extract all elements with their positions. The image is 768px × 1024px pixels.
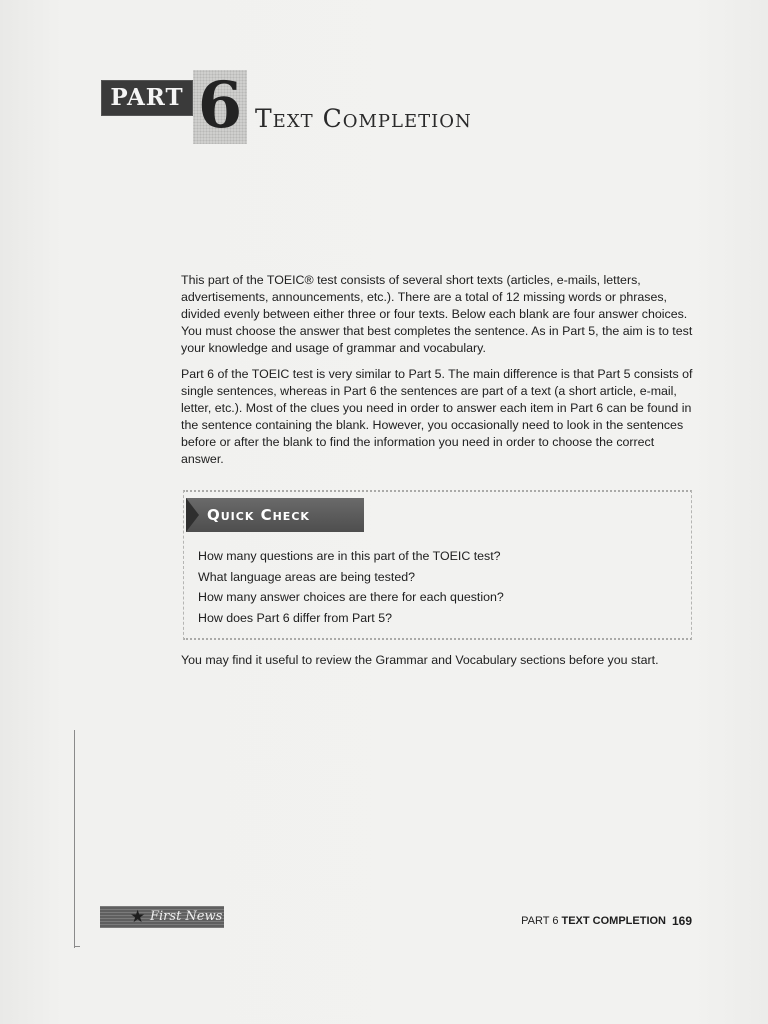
footer-section-title: TEXT COMPLETION — [561, 915, 666, 927]
quick-check-question: How many answer choices are there for each question? — [198, 590, 504, 604]
first-news-logo — [100, 906, 224, 928]
quick-check-question: How does Part 6 differ from Part 5? — [198, 610, 392, 625]
review-note: You may find it useful to review the Grammar and Vocabulary sections before you start. — [181, 653, 659, 667]
quick-check-arrow-icon — [186, 498, 199, 532]
intro-paragraph: This part of the TOEIC® test consists of several short texts (articles, e-mails, letters, advertisements, announcements, etc.). There are a total of 12 missing words or phrases, divided evenly between either three or four texts. Below each blank are four answer choices. You must choose the answer that best completes the sentence. As in Part 5, the aim is to test your knowledge and usage of grammar and vocabulary. — [181, 273, 693, 355]
logo-text: First News — [150, 909, 223, 924]
comparison-paragraph: Part 6 of the TOEIC test is very similar to Part 5. The main difference is that Part 5 consists of single sentences, whereas in Part 6 the sentences are part of a text (a short article, e-mail, letter, etc.). Most of the clues you need in order to answer each item in Part 6 can be found in the sentence containing the blank. However, you occasionally need to look in the sentences before or after the blank to find the information you need in order to choose the correct answer. — [181, 367, 693, 466]
part-number: 6 — [197, 68, 243, 143]
quick-check-question: What language areas are being tested? — [198, 569, 415, 584]
page-number: 169 — [672, 914, 693, 928]
footer-section-prefix: PART 6 — [521, 915, 559, 927]
page-title: Text Completion — [255, 104, 472, 133]
quick-check-question: How many questions are in this part of the TOEIC test? — [198, 549, 501, 563]
star-icon: ★ — [130, 907, 146, 926]
quick-check-label: Quick Check — [207, 506, 310, 524]
part-label: PART — [110, 84, 184, 111]
margin-rule-tick — [74, 946, 80, 947]
margin-rule — [74, 730, 75, 948]
quick-check-list — [198, 546, 678, 628]
running-footer — [430, 915, 666, 927]
part-badge — [101, 80, 193, 116]
